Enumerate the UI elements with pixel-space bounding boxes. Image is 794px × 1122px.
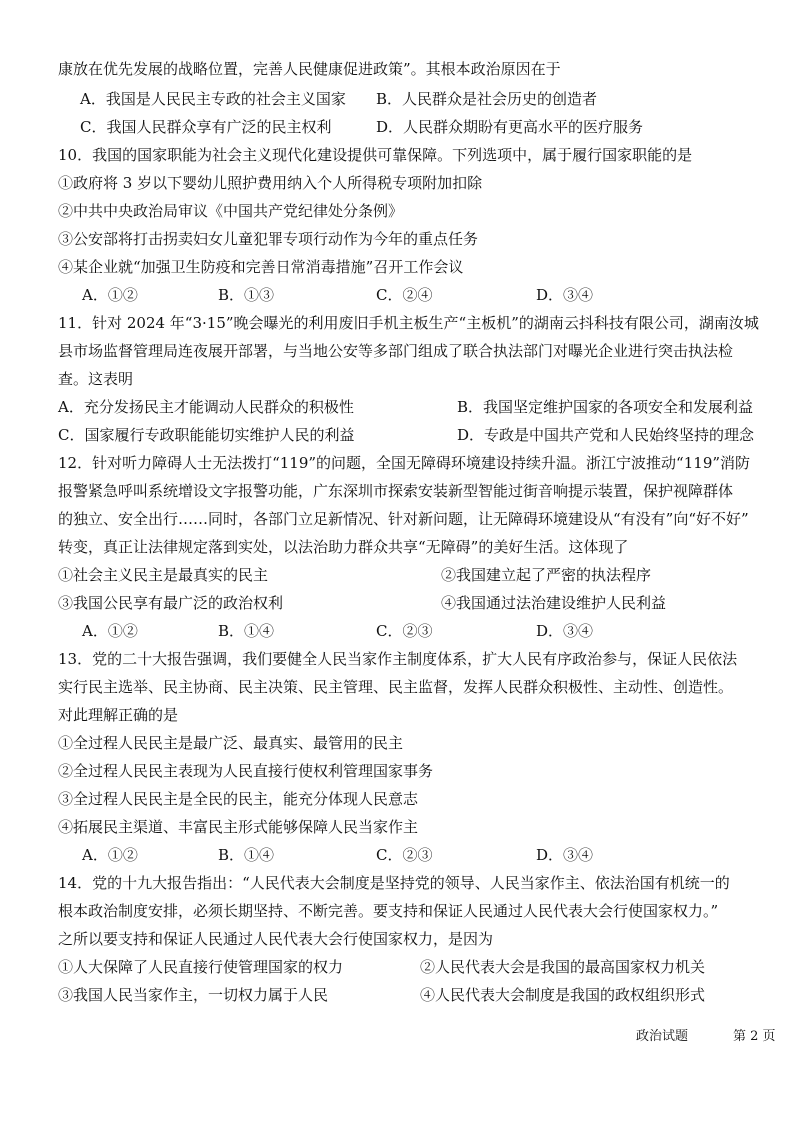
q13-option-a: A．①② [82, 846, 138, 864]
q13-item-3: ③全过程人民民主是全民的民主，能充分体现人民意志 [58, 790, 419, 808]
q11-option-d: D．专政是中国共产党和人民始终坚持的理念 [457, 426, 755, 444]
q12-option-d: D．③④ [536, 622, 594, 640]
q13-item-1: ①全过程人民民主是最广泛、最真实、最管用的民主 [58, 734, 404, 752]
q12-item-3: ③我国公民享有最广泛的政治权利 [58, 594, 284, 612]
q10-item-2: ②中共中央政治局审议《中国共产党纪律处分条例》 [58, 202, 404, 220]
q10-option-a: A．①② [82, 286, 138, 304]
question-13-stem-line1: 13．党的二十大报告强调，我们要健全人民当家作主制度体系，扩大人民有序政治参与，保证人民依法 [58, 650, 738, 668]
question-11-stem-line2: 县市场监督管理局连夜展开部署，与当地公安等多部门组成了联合执法部门对曝光企业进行突击执法检 [58, 342, 734, 360]
q12-option-c: C．②③ [376, 622, 433, 640]
q12-item-1: ①社会主义民主是最真实的民主 [58, 566, 269, 584]
q9-option-a: A．我国是人民民主专政的社会主义国家 [80, 90, 346, 108]
q13-option-c: C．②③ [376, 846, 433, 864]
question-11-stem-line1: 11．针对 2024 年“3·15”晚会曝光的利用废旧手机主板生产“主板机”的湖南云抖科技有限公司，湖南汝城 [58, 314, 759, 332]
q14-item-2: ②人民代表大会是我国的最高国家权力机关 [420, 958, 706, 976]
q9-option-b: B．人民群众是社会历史的创造者 [376, 90, 598, 108]
q11-option-b: B．我国坚定维护国家的各项安全和发展利益 [457, 398, 754, 416]
q12-option-b: B．①④ [218, 622, 275, 640]
q14-item-4: ④人民代表大会制度是我国的政权组织形式 [420, 986, 706, 1004]
q11-option-c: C．国家履行专政职能能切实维护人民的利益 [58, 426, 355, 444]
question-12-stem-line1: 12．针对听力障碍人士无法拨打“119”的问题，全国无障碍环境建设持续升温。浙江宁波推动“119”消防 [58, 454, 751, 472]
q10-item-1: ①政府将 3 岁以下婴幼儿照护费用纳入个人所得税专项附加扣除 [58, 174, 483, 192]
q13-option-b: B．①④ [218, 846, 275, 864]
q13-item-4: ④拓展民主渠道、丰富民主形式能够保障人民当家作主 [58, 818, 419, 836]
q10-item-3: ③公安部将打击拐卖妇女儿童犯罪专项行动作为今年的重点任务 [58, 230, 479, 248]
q12-item-2: ②我国建立起了严密的执法程序 [441, 566, 652, 584]
question-13-stem-line2: 实行民主选举、民主协商、民主决策、民主管理、民主监督，发挥人民群众积极性、主动性、创造性。 [58, 678, 734, 696]
q10-option-b: B．①③ [218, 286, 275, 304]
question-12-stem-line4: 转变，真正让法律规定落到实处，以法治助力群众共享“无障碍”的美好生活。这体现了 [58, 538, 629, 556]
question-12-stem-line3: 的独立、安全出行……同时，各部门立足新情况、针对新问题，让无障碍环境建设从“有没有”向“好不好” [58, 510, 749, 528]
question-11-stem-line3: 查。这表明 [58, 370, 134, 388]
q14-item-3: ③我国人民当家作主，一切权力属于人民 [58, 986, 329, 1004]
q12-item-4: ④我国通过法治建设维护人民利益 [441, 594, 667, 612]
q10-item-4: ④某企业就“加强卫生防疫和完善日常消毒措施”召开工作会议 [58, 258, 464, 276]
q9-option-c: C．我国人民群众享有广泛的民主权利 [80, 118, 332, 136]
question-14-stem-line2: 根本政治制度安排，必须长期坚持、不断完善。要支持和保证人民通过人民代表大会行使国家权力。” [58, 902, 719, 920]
question-13-stem-line3: 对此理解正确的是 [58, 706, 179, 724]
q9-option-d: D．人民群众期盼有更高水平的医疗服务 [376, 118, 644, 136]
q10-option-c: C．②④ [376, 286, 433, 304]
footer-subject: 政治试题 [636, 1029, 689, 1044]
question-12-stem-line2: 报警紧急呼叫系统增设文字报警功能，广东深圳市探索安装新型智能过街音响提示装置，保护视障群体 [58, 482, 734, 500]
question-9-stem-end: 康放在优先发展的战略位置，完善人民健康促进政策”。其根本政治原因在于 [58, 60, 561, 78]
question-14-stem-line1: 14．党的十九大报告指出：“人民代表大会制度是坚持党的领导、人民当家作主、依法治国有机统一的 [58, 874, 730, 892]
q11-option-a: A．充分发扬民主才能调动人民群众的积极性 [58, 398, 354, 416]
question-10-stem: 10．我国的国家职能为社会主义现代化建设提供可靠保障。下列选项中，属于履行国家职能的是 [58, 146, 693, 164]
q14-item-1: ①人大保障了人民直接行使管理国家的权力 [58, 958, 344, 976]
q10-option-d: D．③④ [536, 286, 594, 304]
question-14-stem-line3: 之所以要支持和保证人民通过人民代表大会行使国家权力，是因为 [58, 930, 494, 948]
q13-option-d: D．③④ [536, 846, 594, 864]
q12-option-a: A．①② [82, 622, 138, 640]
footer-page-number: 第 2 页 [733, 1029, 776, 1044]
q13-item-2: ②全过程人民民主表现为人民直接行使权利管理国家事务 [58, 762, 434, 780]
